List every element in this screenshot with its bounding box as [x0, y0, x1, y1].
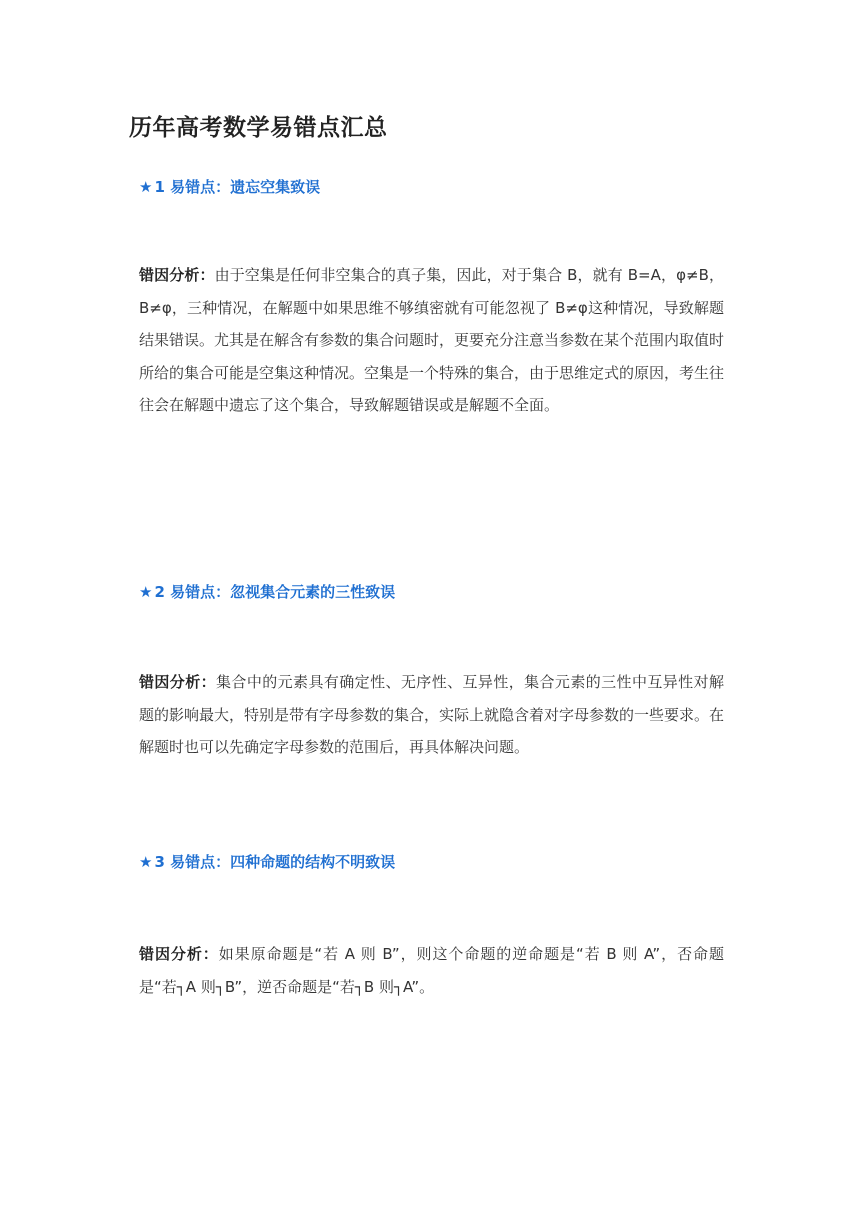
section-heading-text: 3 易错点：四种命题的结构不明致误	[154, 853, 396, 871]
section-heading-2	[139, 581, 724, 603]
error-analysis-label: 错因分析：	[139, 266, 215, 284]
star-icon: ★	[139, 583, 153, 601]
section-heading-text: 2 易错点：忽视集合元素的三性致误	[154, 583, 396, 601]
section-heading-3	[139, 851, 724, 873]
star-icon: ★	[139, 853, 153, 871]
paragraph-body: 如果原命题是“若 A 则 B”，则这个命题的逆命题是“若 B 则 A”，否命题是“若┐A 则┐B”，逆否命题是“若┐B 则┐A”。	[139, 945, 724, 996]
section-paragraph-2	[139, 666, 724, 764]
document-title: 历年高考数学易错点汇总	[129, 115, 388, 141]
section-paragraph-3	[139, 938, 724, 1003]
paragraph-body: 集合中的元素具有确定性、无序性、互异性，集合元素的三性中互异性对解题的影响最大，特别是带有字母参数的集合，实际上就隐含着对字母参数的一些要求。在解题时也可以先确定字母参数的范围后，再具体解决问题。	[139, 673, 725, 756]
error-analysis-label: 错因分析：	[139, 673, 217, 691]
section-heading-text: 1 易错点：遗忘空集致误	[154, 178, 321, 196]
section-heading-1	[139, 176, 724, 198]
paragraph-body: 由于空集是任何非空集合的真子集，因此，对于集合 B，就有 B=A，φ≠B，B≠φ，三种情况，在解题中如果思维不够缜密就有可能忽视了 B≠φ这种情况，导致解题结果错误。尤其是在解含有参数的集合问题时，更要充分注意当参数在某个范围内取值时所给的集合可能是空集这种情况。空集是一个特殊的集合，由于思维定式的原因，考生往往会在解题中遗忘了这个集合，导致解题错误或是解题不全面。	[139, 266, 725, 414]
error-analysis-label: 错因分析：	[139, 945, 219, 963]
star-icon: ★	[139, 178, 153, 196]
section-paragraph-1	[139, 259, 724, 422]
